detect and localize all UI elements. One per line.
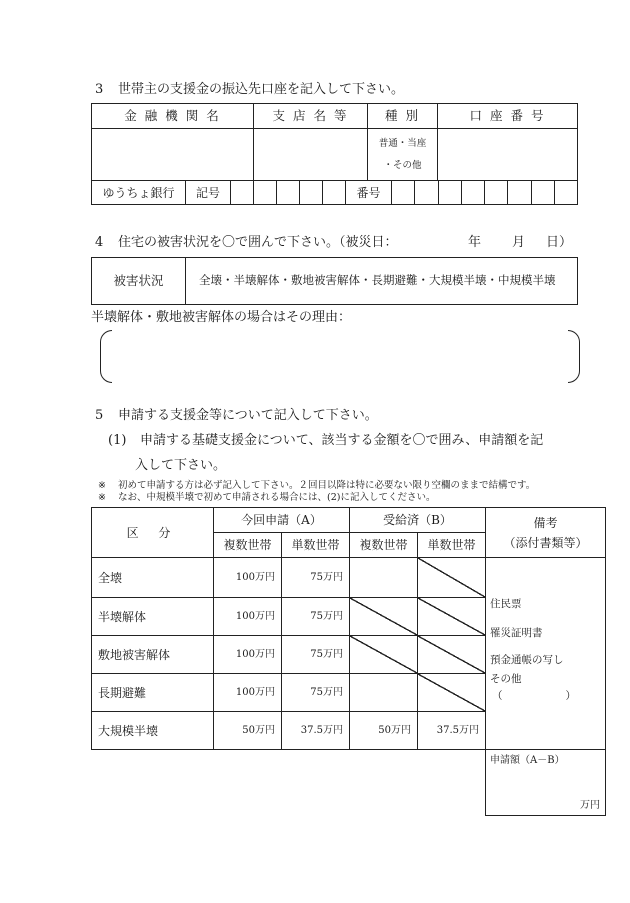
a-multi-amount[interactable]	[213, 597, 282, 636]
branch-header	[253, 103, 368, 129]
attachment-item: その他	[490, 673, 522, 685]
row-label-cell	[91, 557, 214, 598]
branch-header-label: 支 店 名 等	[272, 107, 349, 123]
section4-title: 住宅の被害状況を〇で囲んで下さい。（被災日：	[118, 235, 398, 250]
a-multi-amount-value: 50万円	[242, 724, 275, 736]
application-total-unit: 万円	[580, 800, 600, 811]
reason-left-bracket	[100, 330, 112, 383]
yucho-symbol-digit-box[interactable]	[230, 180, 254, 205]
a-single-header-label: 単数世帯	[291, 538, 340, 552]
damage-status-label-cell	[91, 257, 186, 305]
a-multi-amount-value: 100万円	[235, 610, 275, 622]
b-single-header-label: 単数世帯	[427, 538, 476, 552]
b-single-amount-not-applicable	[417, 557, 486, 598]
disaster-date-month-label: 月	[512, 235, 526, 250]
account-type-option-line1: 普通・当座	[378, 137, 427, 149]
current-application-header-label: 今回申請（A）	[241, 513, 322, 527]
remarks-header-label: 備考	[533, 515, 558, 530]
b-single-amount-value: 37.5万円	[436, 724, 479, 736]
yucho-bank-label: ゆうちょ銀行	[102, 185, 175, 200]
yucho-symbol-digit-box[interactable]	[299, 180, 323, 205]
yucho-number-digit-box[interactable]	[507, 180, 531, 205]
item1-text-line2: 入して下さい。	[135, 458, 227, 473]
note1-mark: ※	[98, 480, 106, 491]
b-multi-header	[349, 532, 418, 558]
b-multi-amount[interactable]	[349, 711, 418, 750]
row-label-cell	[91, 711, 214, 750]
attachment-item: 預金通帳の写し	[490, 654, 564, 666]
yucho-number-digit-box[interactable]	[461, 180, 485, 205]
row-label: 全壊	[98, 570, 123, 585]
b-multi-amount-value: 50万円	[378, 724, 411, 736]
reason-field[interactable]	[112, 330, 568, 383]
damage-status-label: 被害状況	[113, 272, 164, 288]
application-total-label: 申請額（A－B）	[490, 755, 565, 766]
a-multi-amount-value: 100万円	[235, 648, 275, 660]
yucho-number-digit-box[interactable]	[484, 180, 508, 205]
yucho-symbol-digit-box[interactable]	[276, 180, 300, 205]
row-label-cell	[91, 597, 214, 636]
a-multi-amount-value: 100万円	[235, 571, 275, 583]
b-single-amount[interactable]	[417, 711, 486, 750]
section5-title: 申請する支援金等について記入して下さい。	[118, 408, 378, 423]
row-label: 長期避難	[98, 685, 147, 700]
account-type-header-label: 種 別	[385, 107, 420, 123]
received-header-label: 受給済（B）	[383, 513, 452, 527]
a-single-amount[interactable]	[281, 673, 350, 712]
a-single-amount-value: 37.5万円	[300, 724, 343, 736]
b-single-amount-not-applicable	[417, 597, 486, 636]
account-type-field[interactable]	[367, 128, 438, 181]
yucho-number-label-cell	[345, 180, 392, 205]
section3-number: 3	[95, 82, 104, 97]
attachment-other-blank: （ ）	[492, 690, 576, 702]
note2-mark: ※	[98, 492, 106, 503]
yucho-number-label: 番号	[356, 185, 381, 200]
a-single-amount-value: 75万円	[310, 571, 343, 583]
remarks-header	[485, 507, 606, 558]
row-label-cell	[91, 673, 214, 712]
note1-text: 初めて申請する方は必ず記入して下さい。２回目以降は特に必要ない限り空欄のままで結構です。	[118, 480, 536, 491]
yucho-symbol-label: 記号	[195, 185, 220, 200]
b-multi-amount-not-applicable	[349, 635, 418, 674]
a-multi-header-label: 複数世帯	[223, 538, 272, 552]
yucho-number-digit-box[interactable]	[414, 180, 438, 205]
a-single-amount[interactable]	[281, 635, 350, 674]
row-label: 敷地被害解体	[98, 647, 171, 662]
reason-label: 半壊解体・敷地被害解体の場合はその理由：	[91, 310, 352, 325]
current-application-header	[213, 507, 350, 533]
b-multi-header-label: 複数世帯	[359, 538, 408, 552]
account-number-header	[437, 103, 578, 129]
account-number-header-label: 口 座 番 号	[469, 107, 546, 123]
b-multi-amount-not-applicable	[349, 597, 418, 636]
a-single-header	[281, 532, 350, 558]
damage-status-options: 全壊・半壊解体・敷地被害解体・長期避難・大規模半壊・中規模半壊	[199, 273, 556, 288]
b-single-header	[417, 532, 486, 558]
a-multi-amount[interactable]	[213, 711, 282, 750]
yucho-symbol-label-cell	[185, 180, 231, 205]
a-single-amount-value: 75万円	[310, 686, 343, 698]
disaster-date-year-label: 年	[468, 235, 482, 250]
b-single-amount-not-applicable	[417, 673, 486, 712]
section5-number: 5	[95, 408, 104, 423]
section3-title: 世帯主の支援金の振込先口座を記入して下さい。	[118, 82, 405, 97]
disaster-date-day-label: 日）	[546, 235, 573, 250]
yucho-number-digit-box[interactable]	[531, 180, 555, 205]
application-total-field[interactable]	[485, 749, 606, 816]
branch-field[interactable]	[253, 128, 368, 181]
a-single-amount-value: 75万円	[310, 610, 343, 622]
a-multi-amount[interactable]	[213, 635, 282, 674]
row-label: 半壊解体	[98, 609, 147, 624]
a-multi-amount-value: 100万円	[235, 686, 275, 698]
row-label-cell	[91, 635, 214, 674]
attachment-item: 住民票	[490, 598, 522, 610]
yucho-symbol-digit-box[interactable]	[253, 180, 277, 205]
yucho-number-digit-box[interactable]	[438, 180, 462, 205]
a-multi-amount[interactable]	[213, 557, 282, 598]
a-single-amount[interactable]	[281, 711, 350, 750]
a-multi-amount[interactable]	[213, 673, 282, 712]
yucho-symbol-digit-box[interactable]	[322, 180, 346, 205]
category-header	[91, 507, 214, 558]
yucho-number-digit-box[interactable]	[391, 180, 415, 205]
b-multi-amount[interactable]	[349, 557, 418, 598]
item1-number: (1)	[108, 433, 127, 448]
yucho-bank-label-cell	[91, 180, 186, 205]
attachment-item: 罹災証明書	[490, 627, 543, 639]
damage-status-options-cell[interactable]	[185, 257, 578, 305]
bank-name-header-label: 金 融 機 関 名	[124, 107, 221, 123]
b-multi-amount[interactable]	[349, 673, 418, 712]
row-label: 大規模半壊	[98, 723, 159, 738]
bank-name-field[interactable]	[91, 128, 254, 181]
b-single-amount-not-applicable	[417, 635, 486, 674]
category-header-label: 区 分	[126, 525, 179, 540]
note2-text: なお、中規模半壊で初めて申請される場合には、(2)に記入してください。	[118, 492, 436, 503]
account-type-option-line2: ・その他	[383, 160, 422, 171]
account-type-header	[367, 103, 438, 129]
reason-right-bracket	[568, 330, 580, 383]
a-single-amount-value: 75万円	[310, 648, 343, 660]
account-number-field[interactable]	[437, 128, 578, 181]
a-single-amount[interactable]	[281, 597, 350, 636]
remarks-subheader-label: （添付書類等）	[503, 535, 588, 550]
bank-name-header	[91, 103, 254, 129]
yucho-number-digit-box[interactable]	[554, 180, 578, 205]
item1-text-line1: 申請する基礎支援金について、該当する金額を〇で囲み、申請額を記	[140, 433, 544, 448]
received-header	[349, 507, 486, 533]
remarks-attachments-cell	[485, 557, 606, 750]
a-multi-header	[213, 532, 282, 558]
section4-number: 4	[95, 235, 104, 250]
a-single-amount[interactable]	[281, 557, 350, 598]
